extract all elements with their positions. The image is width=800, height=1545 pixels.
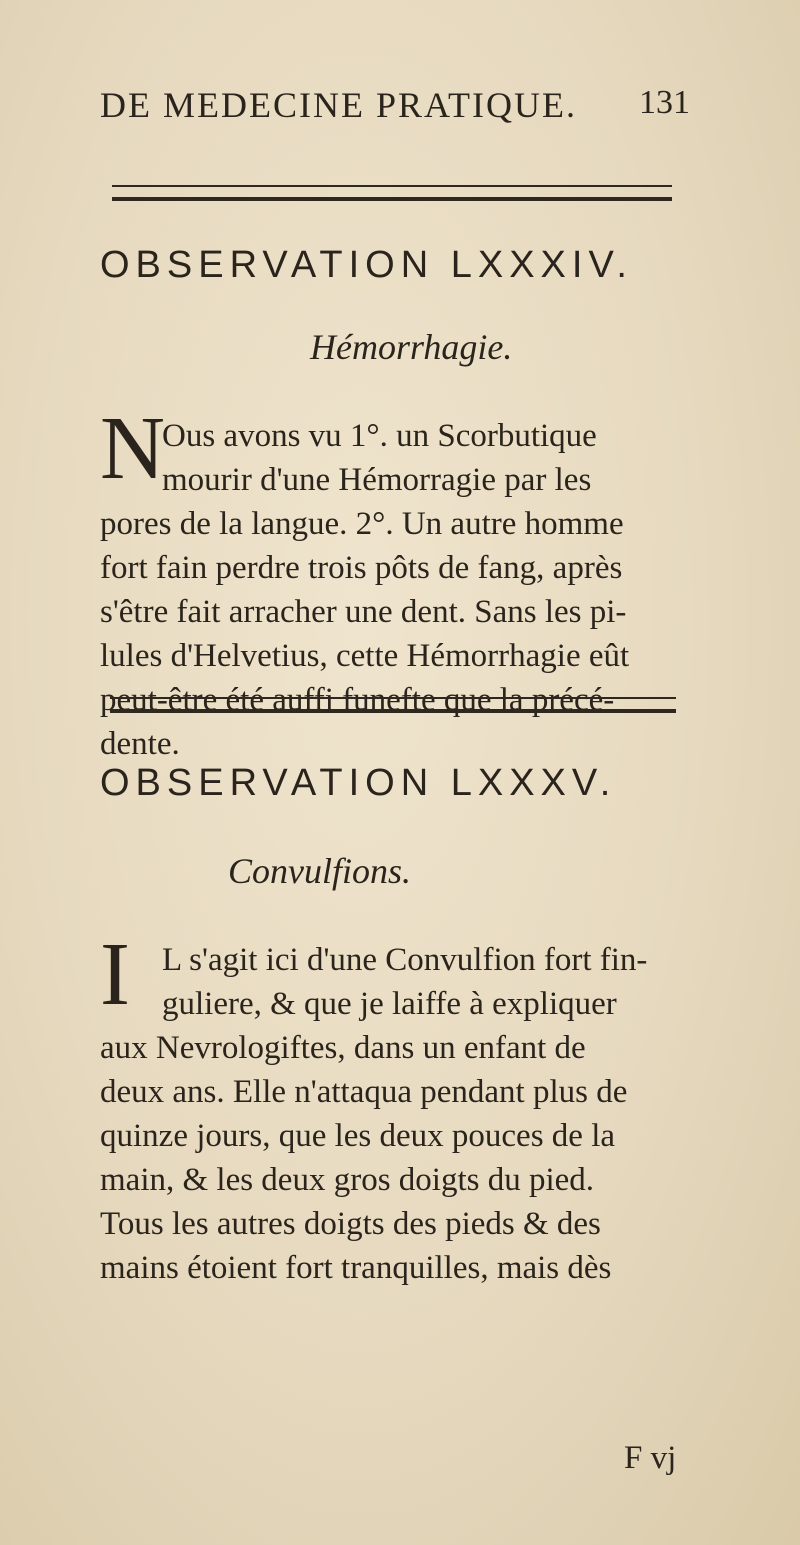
paragraph-line: L s'agit ici d'une Convulfion fort fin-: [162, 942, 648, 978]
paragraph-line: Ous avons vu 1°. un Scorbutique: [162, 418, 597, 454]
paragraph-line: deux ans. Elle n'attaqua pendant plus de: [100, 1074, 628, 1110]
paragraph-line: dente.: [100, 726, 180, 762]
paragraph-line: main, & les deux gros doigts du pied.: [100, 1162, 595, 1198]
observation-paragraph: [100, 938, 710, 1290]
observation-subtitle: Convulfions.: [228, 851, 412, 891]
running-head: [100, 84, 690, 134]
running-title: DE MEDECINE PRATIQUE.: [100, 85, 577, 125]
observation-paragraph: [100, 414, 710, 766]
page-number: 131: [639, 84, 690, 121]
observation-subtitle: Hémorrhagie.: [310, 327, 513, 367]
signature-mark: F vj: [624, 1440, 677, 1476]
paragraph-line: aux Nevrologiftes, dans un enfant de: [100, 1030, 586, 1066]
paragraph-line: Tous les autres doigts des pieds & des: [100, 1206, 601, 1242]
paragraph-line: quinze jours, que les deux pouces de la: [100, 1118, 616, 1154]
paragraph-line: s'être fait arracher une dent. Sans les pi-: [100, 594, 627, 630]
section-divider-rule: [110, 697, 676, 713]
observation-heading: OBSERVATION LXXXV.: [100, 762, 617, 804]
paragraph-line: fort fain perdre trois pôts de fang, après: [100, 550, 623, 586]
section-divider-rule: [112, 185, 672, 201]
paragraph-line: pores de la langue. 2°. Un autre homme: [100, 506, 624, 542]
drop-cap: N: [100, 399, 165, 498]
paragraph-line: lules d'Helvetius, cette Hémorrhagie eût: [100, 638, 630, 674]
paragraph-line: mourir d'une Hémorragie par les: [162, 462, 592, 498]
paragraph-line: peut-être été auffi funefte que la précé-: [100, 682, 615, 718]
paragraph-line: guliere, & que je laiffe à expliquer: [162, 986, 617, 1022]
observation-heading: OBSERVATION LXXXIV.: [100, 244, 633, 286]
drop-cap: I: [100, 925, 130, 1024]
paragraph-line: mains étoient fort tranquilles, mais dès: [100, 1250, 612, 1286]
